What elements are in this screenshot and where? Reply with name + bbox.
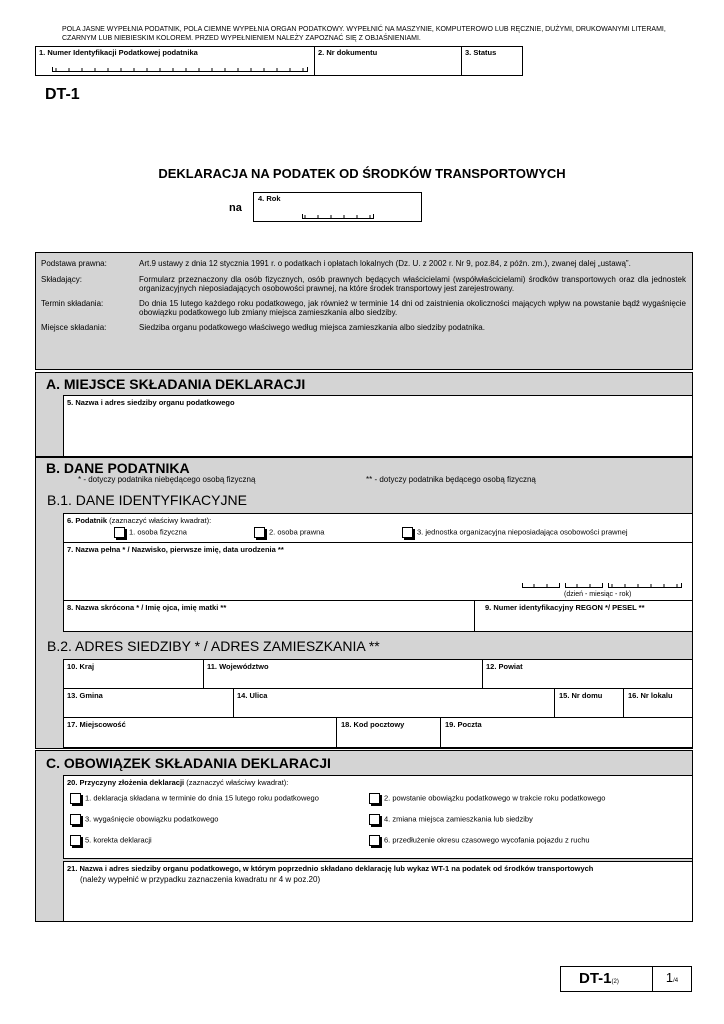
- subsection-b2-title: B.2. ADRES SIEDZIBY * / ADRES ZAMIESZKANIA **: [47, 638, 380, 654]
- footer-box: [560, 966, 692, 992]
- info-row: Składający: Formularz przeznaczony dla osób fizycznych, osób prawnych będących właścicielami (współwłaścicielami) środków transportowych oraz dla jednostek organizacyjnych nieposiadających osobowości prawnej, na które środek transportowy jest zarejestrowany.: [41, 274, 686, 293]
- page-number: 1/4: [665, 970, 679, 985]
- option-legal-person[interactable]: 2. osoba prawna: [254, 527, 324, 538]
- checkbox-icon: [70, 835, 81, 846]
- regon-pesel-label: 9. Numer identyfikacyjny REGON */ PESEL **: [485, 603, 645, 612]
- previous-office-label: 21. Nazwa i adres siedziby organu podatkowego, w którym poprzednio składano deklarację lub wykaz WT-1 na podatek od środków transportowych: [67, 864, 594, 873]
- top-instructions: POLA JASNE WYPEŁNIA PODATNIK, POLA CIEMNE WYPEŁNIA ORGAN PODATKOWY. WYPEŁNIĆ NA MASZYNIE, KOMPUTEROWO LUB RĘCZNIE, DUŻYMI, DRUKOWANYMI LITERAMI, CZARNYM LUB NIEBIESKIM KOLOREM. PRZED WYPEŁNIENIEM NALEŻY ZAPOZNAĆ SIĘ Z OBJAŚNIENIAMI.: [62, 26, 666, 42]
- short-name-field[interactable]: [63, 600, 475, 632]
- voivodeship-label: 11. Województwo: [207, 662, 269, 671]
- status-label: 3. Status: [465, 48, 497, 57]
- checkbox-icon: [70, 793, 81, 804]
- checkbox-icon: [369, 793, 380, 804]
- reason-option-3[interactable]: 3. wygaśnięcie obowiązku podatkowego: [70, 814, 218, 825]
- legend-non-physical: * - dotyczy podatnika niebędącego osobą fizyczną: [78, 475, 256, 484]
- full-name-label: 7. Nazwa pełna * / Nazwisko, pierwsze imię, data urodzenia **: [67, 545, 284, 554]
- short-name-label: 8. Nazwa skrócona * / Imię ojca, imię matki **: [67, 603, 227, 612]
- street-field[interactable]: [233, 688, 555, 718]
- postal-code-label: 18. Kod pocztowy: [341, 720, 405, 729]
- full-name-field[interactable]: [63, 542, 693, 601]
- tax-office-field[interactable]: [63, 395, 693, 457]
- checkbox-icon: [369, 814, 380, 825]
- county-label: 12. Powiat: [486, 662, 523, 671]
- status-field: [461, 46, 523, 76]
- footer-form-code: DT-1(2): [561, 967, 653, 991]
- checkbox-icon: [254, 527, 265, 538]
- locality-label: 17. Miejscowość: [67, 720, 126, 729]
- apartment-number-field[interactable]: [623, 688, 693, 718]
- form-code: DT-1: [45, 86, 80, 103]
- checkbox-icon: [402, 527, 413, 538]
- country-label: 10. Kraj: [67, 662, 95, 671]
- info-block: [35, 252, 693, 370]
- county-field[interactable]: [482, 659, 693, 689]
- checkbox-icon: [369, 835, 380, 846]
- tax-office-label: 5. Nazwa i adres siedziby organu podatkowego: [67, 398, 235, 407]
- taxpayer-type-label: 6. Podatnik: [67, 516, 108, 525]
- municipality-field[interactable]: [63, 688, 234, 718]
- info-row: Miejsce składania: Siedziba organu podatkowego właściwego według miejsca zamieszkania albo siedziby podatnika.: [41, 322, 485, 332]
- nip-field[interactable]: [35, 46, 315, 76]
- postal-code-field[interactable]: [336, 717, 441, 748]
- info-row: Termin składania: Do dnia 15 lutego każdego roku podatkowego, jak również w terminie 14 dni od zaistnienia okoliczności mających wpływ na powstanie bądź wygaśnięcie obowiązku podatkowego lub zmiany miejsca zamieszkania albo siedziby.: [41, 298, 686, 317]
- house-number-field[interactable]: [554, 688, 624, 718]
- info-row: Podstawa prawna: Art.9 ustawy z dnia 12 stycznia 1991 r. o podatkach i opłatach lokalnych (Dz. U. z 2002 r. Nr 9, poz.84, z późn. zm.), zwanej dalej „ustawą”.: [41, 259, 631, 268]
- house-number-label: 15. Nr domu: [559, 691, 603, 700]
- reasons-label: 20. Przyczyny złożenia deklaracji: [67, 778, 185, 787]
- reason-option-1[interactable]: 1. deklaracja składana w terminie do dnia 15 lutego roku podatkowego: [70, 793, 319, 804]
- apartment-number-label: 16. Nr lokalu: [628, 691, 673, 700]
- checkbox-icon: [114, 527, 125, 538]
- section-c: [35, 750, 693, 922]
- reason-option-4[interactable]: 4. zmiana miejsca zamieszkania lub siedziby: [369, 814, 533, 825]
- option-natural-person[interactable]: 1. osoba fizyczna: [114, 527, 187, 538]
- option-organizational-unit[interactable]: 3. jednostka organizacyjna nieposiadająca osobowości prawnej: [402, 527, 628, 538]
- section-c-title: C. OBOWIĄZEK SKŁADANIA DEKLARACJI: [46, 755, 331, 771]
- legend-physical: ** - dotyczy podatnika będącego osobą fizyczną: [366, 475, 536, 484]
- na-label: na: [229, 202, 242, 214]
- checkbox-icon: [70, 814, 81, 825]
- subsection-b1-title: B.1. DANE IDENTYFIKACYJNE: [47, 492, 247, 508]
- voivodeship-field[interactable]: [203, 659, 483, 689]
- regon-pesel-field[interactable]: [474, 600, 693, 632]
- page-title: DEKLARACJA NA PODATEK OD ŚRODKÓW TRANSPORTOWYCH: [158, 166, 566, 181]
- post-office-field[interactable]: [440, 717, 693, 748]
- section-b-title: B. DANE PODATNIKA: [46, 460, 190, 476]
- year-label: 4. Rok: [258, 194, 281, 203]
- section-a-title: A. MIEJSCE SKŁADANIA DEKLARACJI: [46, 376, 306, 392]
- section-b: [35, 457, 693, 749]
- section-a: [35, 372, 693, 457]
- nip-label: 1. Numer Identyfikacji Podatkowej podatnika: [39, 48, 198, 57]
- reasons-field: 20. Przyczyny złożenia deklaracji (zaznaczyć właściwy kwadrat): 1. deklaracja składana w terminie do dnia 15 lutego roku podatkowego 2. powstanie obowiązku podatkowego w trakcie roku podatkowego 3. wygaśnięcie obowiązku podatkowego 4. zmiana miejsca zamieszkania lub siedziby 5. korekta deklaracji 6. przedłużenie okresu czasowego wycofania pojazdu z ruchu: [63, 775, 693, 859]
- date-format-hint: (dzień - miesiąc - rok): [564, 591, 632, 598]
- post-office-label: 19. Poczta: [445, 720, 482, 729]
- country-field[interactable]: [63, 659, 204, 689]
- reason-option-6[interactable]: 6. przedłużenie okresu czasowego wycofania pojazdu z ruchu: [369, 835, 590, 846]
- reason-option-2[interactable]: 2. powstanie obowiązku podatkowego w trakcie roku podatkowego: [369, 793, 605, 804]
- previous-office-hint: (należy wypełnić w przypadku zaznaczenia kwadratu nr 4 w poz.20): [80, 875, 321, 884]
- street-label: 14. Ulica: [237, 691, 268, 700]
- document-number-field: [314, 46, 462, 76]
- municipality-label: 13. Gmina: [67, 691, 103, 700]
- taxpayer-type-field: 6. Podatnik (zaznaczyć właściwy kwadrat): 1. osoba fizyczna 2. osoba prawna 3. jednostka organizacyjna nieposiadająca osobowości prawnej: [63, 513, 693, 543]
- reason-option-5[interactable]: 5. korekta deklaracji: [70, 835, 152, 846]
- document-number-label: 2. Nr dokumentu: [318, 48, 378, 57]
- year-field[interactable]: [253, 192, 422, 222]
- previous-office-field[interactable]: [63, 861, 693, 922]
- locality-field[interactable]: [63, 717, 337, 748]
